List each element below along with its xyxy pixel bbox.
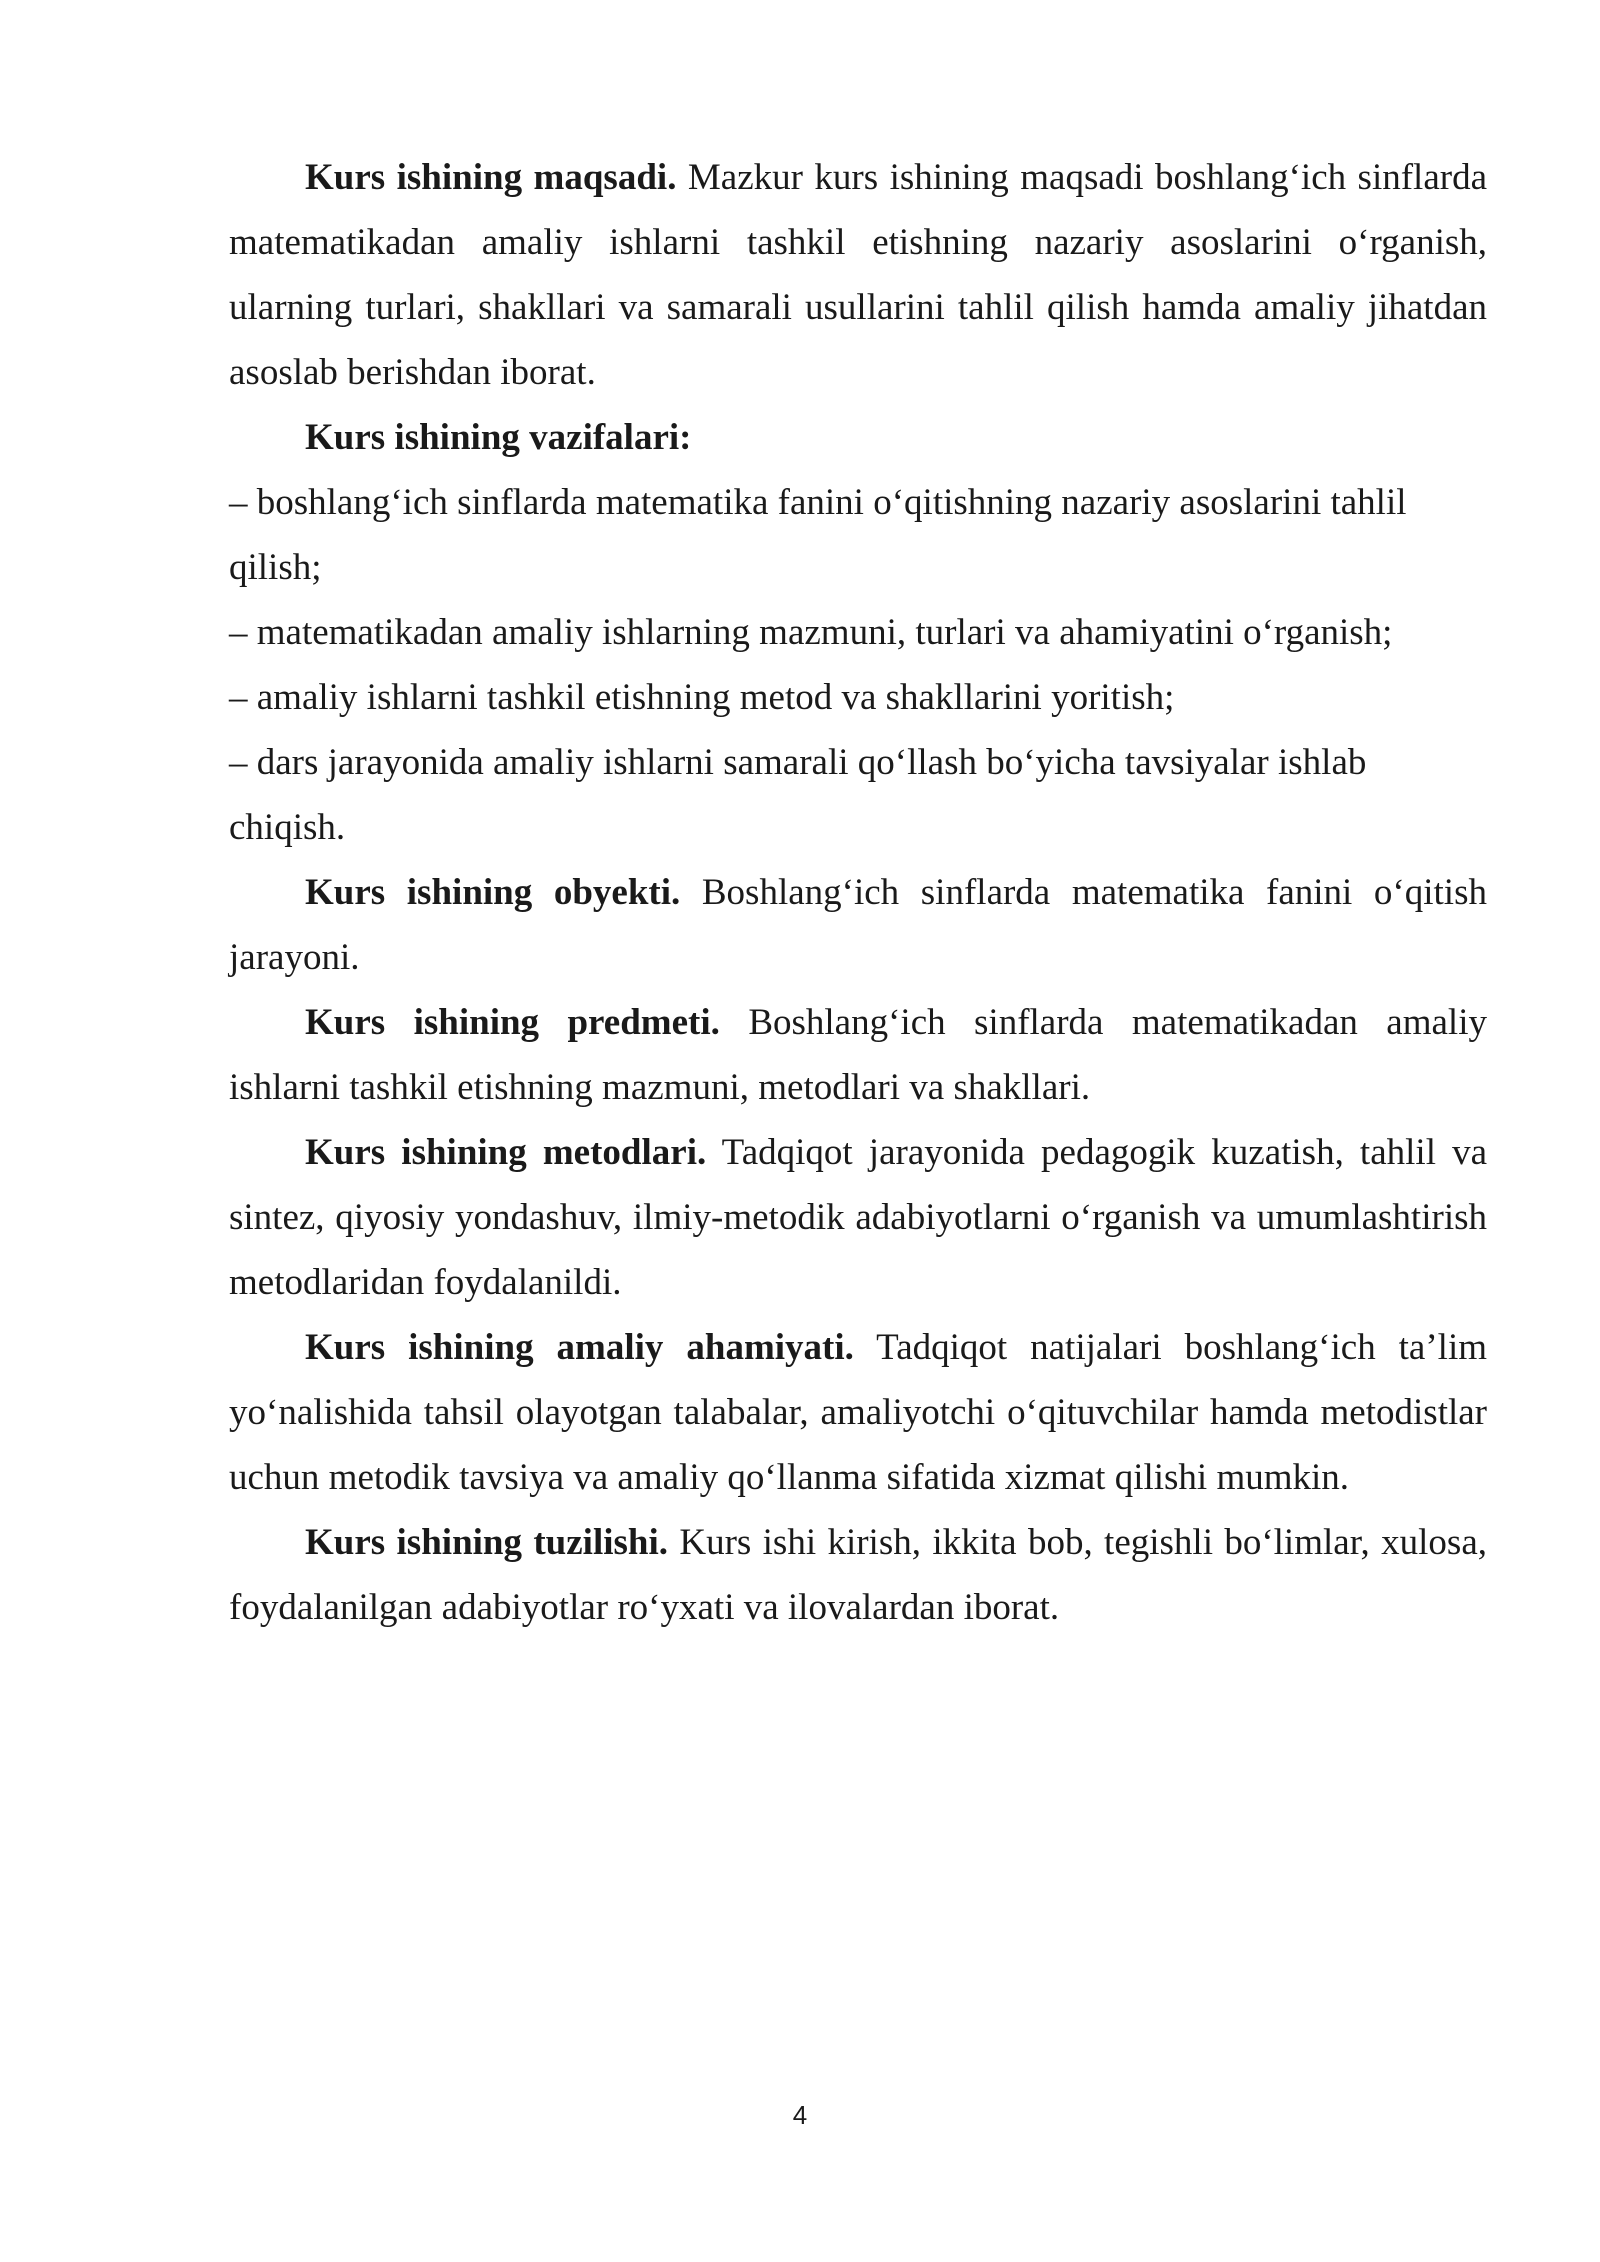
list-item: – boshlang‘ich sinflarda matematika fanini o‘qitishning nazariy asoslarini tahlil qilish; bbox=[229, 482, 1407, 588]
object-heading: Kurs ishining obyekti. bbox=[305, 872, 681, 913]
tasks-heading-paragraph bbox=[229, 405, 1487, 470]
subject-paragraph bbox=[229, 990, 1487, 1120]
list-item: – matematikadan amaliy ishlarning mazmuni, turlari va ahamiyatini o‘rganish; bbox=[229, 612, 1393, 653]
object-paragraph bbox=[229, 860, 1487, 990]
goal-text: Mazkur kurs ishining maqsadi boshlang‘ich sinflarda matematikadan amaliy ishlarni tashkil etishning nazariy asoslarini o‘rganish, ularning turlari, shakllari va samarali usullarini tahlil qilish hamda amaliy jihatdan asoslab berishdan iborat. bbox=[229, 157, 1487, 393]
methods-heading: Kurs ishining metodlari. bbox=[305, 1132, 707, 1173]
practical-significance-paragraph bbox=[229, 1315, 1487, 1510]
subject-heading: Kurs ishining predmeti. bbox=[305, 1002, 720, 1043]
goal-heading: Kurs ishining maqsadi. bbox=[305, 157, 677, 198]
object-text: Boshlang‘ich sinflarda matematika fanini o‘qitish jarayoni. bbox=[229, 872, 1487, 978]
tasks-list bbox=[229, 470, 1487, 860]
goal-paragraph bbox=[229, 145, 1487, 405]
structure-text: Kurs ishi kirish, ikkita bob, tegishli bo‘limlar, xulosa, foydalanilgan adabiyotlar ro‘yxati va ilovalardan iborat. bbox=[229, 1522, 1487, 1628]
methods-text: Tadqiqot jarayonida pedagogik kuzatish, tahlil va sintez, qiyosiy yondashuv, ilmiy-metodik adabiyotlarni o‘rganish va umumlashtirish metodlaridan foydalanildi. bbox=[229, 1132, 1488, 1303]
subject-text: Boshlang‘ich sinflarda matematikadan amaliy ishlarni tashkil etishning mazmuni, metodlari va shakllari. bbox=[229, 1002, 1487, 1108]
structure-heading: Kurs ishining tuzilishi. bbox=[305, 1522, 669, 1563]
practical-significance-heading: Kurs ishining amaliy ahamiyati. bbox=[305, 1327, 854, 1368]
structure-paragraph bbox=[229, 1510, 1487, 1640]
page-number: 4 bbox=[792, 2100, 808, 2130]
methods-paragraph bbox=[229, 1120, 1487, 1315]
list-item: – dars jarayonida amaliy ishlarni samarali qo‘llash bo‘yicha tavsiyalar ishlab chiqish. bbox=[229, 742, 1367, 848]
document-body bbox=[229, 145, 1487, 1640]
tasks-heading: Kurs ishining vazifalari: bbox=[305, 417, 692, 458]
list-item: – amaliy ishlarni tashkil etishning metod va shakllarini yoritish; bbox=[229, 677, 1175, 718]
practical-significance-text: Tadqiqot natijalari boshlang‘ich ta’lim yo‘nalishida tahsil olayotgan talabalar, amaliyotchi o‘qituvchilar hamda metodistlar uchun metodik tavsiya va amaliy qo‘llanma sifatida xizmat qilishi mumkin. bbox=[229, 1327, 1487, 1498]
